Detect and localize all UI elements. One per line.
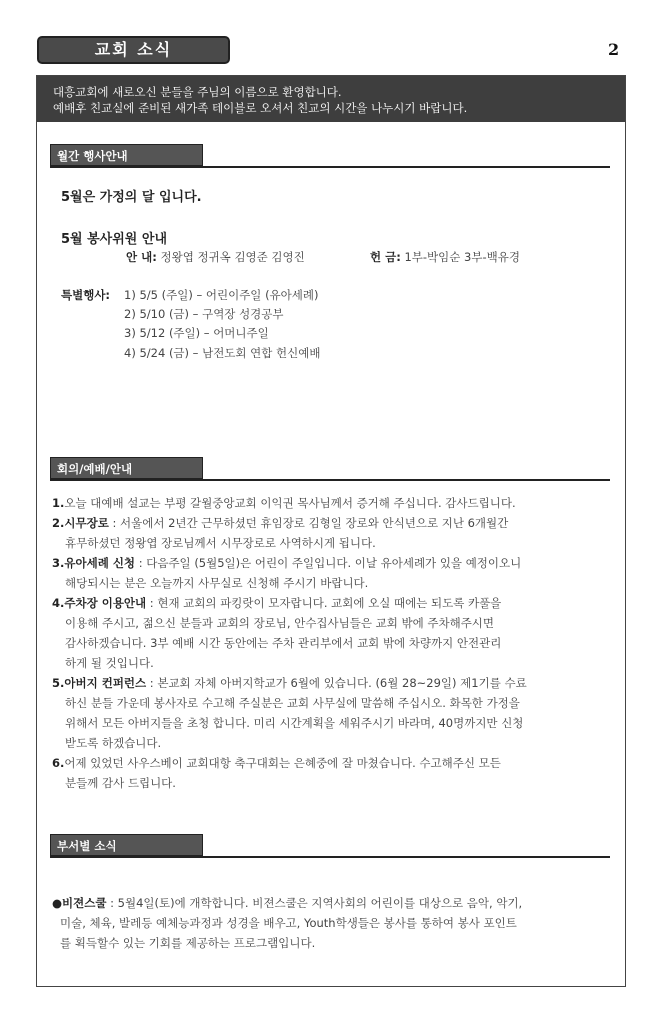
department-item xyxy=(52,895,522,911)
guide-label: 안 내: xyxy=(126,250,157,264)
bullet-icon: ● xyxy=(52,896,63,910)
notice-label: 유아세례 신청 xyxy=(64,556,136,570)
banner-line: 예배후 친교실에 준비된 새가족 테이블로 오셔서 친교의 시간을 나누시기 바랍니다. xyxy=(53,101,468,115)
department-text: : 5월4일(토)에 개학합니다. 비젼스쿨은 지역사회의 어린이를 대상으로 음악, 악기, xyxy=(106,896,523,910)
notice-text: : 본교회 자체 아버지학교가 6월에 있습니다. (6월 28~29일) 제1기를 수료 xyxy=(146,676,527,690)
page-number: 2 xyxy=(608,40,620,59)
notice-number: 3. xyxy=(52,556,65,570)
section-heading-meeting: 회의/예배/안내 xyxy=(50,457,203,479)
notice-item xyxy=(52,595,501,611)
event-item: 4) 5/24 (금) – 남전도회 연합 헌신예배 xyxy=(124,346,321,360)
notice-item xyxy=(52,755,501,771)
special-events-label: 특별행사: xyxy=(61,288,111,302)
notice-number: 4. xyxy=(52,596,65,610)
section-heading-monthly: 월간 행사안내 xyxy=(50,144,203,166)
notice-number: 6. xyxy=(52,756,65,770)
notice-text: 하신 분들 가운데 봉사자로 수고해 주실분은 교회 사무실에 말씀해 주십시오. 화목한 가정을 xyxy=(65,696,520,710)
welcome-banner xyxy=(37,76,625,122)
notice-label: 아버지 컨퍼런스 xyxy=(64,676,147,690)
notice-text: 휴무하셨던 정왕엽 장로님께서 시무장로로 사역하시게 됩니다. xyxy=(65,536,376,550)
notice-text: 하게 될 것입니다. xyxy=(65,656,154,670)
page-title: 교회 소식 xyxy=(37,36,230,64)
notice-text: 위해서 모든 아버지들을 초청 합니다. 미리 시간계획을 세워주시기 바라며, 40명까지만 신청 xyxy=(65,716,524,730)
notice-item xyxy=(52,675,527,691)
section-heading-departments: 부서별 소식 xyxy=(50,834,203,856)
notice-item xyxy=(52,555,521,571)
volunteer-offering xyxy=(370,249,520,265)
department-text: 미술, 체육, 발레등 예체능과정과 성경을 배우고, Youth학생들은 봉사를 통하여 봉사 포인트 xyxy=(60,916,517,930)
notice-item xyxy=(52,495,516,511)
notice-text: : 다음주일 (5월5일)은 어린이 주일입니다. 이날 유아세례가 있을 예정이오니 xyxy=(135,556,522,570)
monthly-theme: 5월은 가정의 달 입니다. xyxy=(61,190,202,205)
section-divider xyxy=(50,166,610,168)
notice-text: : 서울에서 2년간 근무하셨던 휴임장로 김형일 장로와 안식년으로 지난 6개월간 xyxy=(108,516,509,530)
notice-item xyxy=(52,515,508,531)
volunteer-guide xyxy=(126,249,305,265)
notice-text: 해당되시는 분은 오늘까지 사무실로 신청해 주시기 바랍니다. xyxy=(65,576,369,590)
notice-number: 2. xyxy=(52,516,65,530)
notice-number: 1. xyxy=(52,496,65,510)
offering-value: 1부-박임순 3부-백유경 xyxy=(404,250,520,264)
notice-number: 5. xyxy=(52,676,65,690)
department-label: 비젼스쿨 xyxy=(62,896,107,910)
notice-text: 분들께 감사 드립니다. xyxy=(65,776,176,790)
event-item: 2) 5/10 (금) – 구역장 성경공부 xyxy=(124,307,284,321)
offering-label: 헌 금: xyxy=(370,250,401,264)
notice-text: : 현재 교회의 파킹랏이 모자랍니다. 교회에 오실 때에는 되도록 카풀을 xyxy=(146,596,502,610)
notice-text: 받도록 하겠습니다. xyxy=(65,736,162,750)
department-text: 를 획득할수 있는 기회를 제공하는 프로그램입니다. xyxy=(60,936,316,950)
notice-text: 이용해 주시고, 젊으신 분들과 교회의 장로님, 안수집사님들은 교회 밖에 주차해주시면 xyxy=(65,616,495,630)
notice-label: 주차장 이용안내 xyxy=(64,596,147,610)
event-item: 3) 5/12 (주일) – 어머니주일 xyxy=(124,326,269,340)
event-item: 1) 5/5 (주일) – 어린이주일 (유아세례) xyxy=(124,288,319,302)
notice-label: 시무장로 xyxy=(64,516,109,530)
notice-text: 감사하겠습니다. 3부 예배 시간 동안에는 주차 관리부에서 교회 밖에 차량까지 안전관리 xyxy=(65,636,502,650)
volunteer-title: 5월 봉사위원 안내 xyxy=(61,232,168,247)
section-divider xyxy=(50,479,610,481)
guide-value: 정왕엽 정귀옥 김영준 김영진 xyxy=(160,250,305,264)
banner-line: 대흥교회에 새로오신 분들을 주님의 이름으로 환영합니다. xyxy=(53,85,342,99)
notice-text: 어제 있었던 사우스베이 교회대항 축구대회는 은혜중에 잘 마쳤습니다. 수고해주신 모든 xyxy=(64,756,501,770)
section-divider xyxy=(50,856,610,858)
notice-text: 오늘 대예배 설교는 부평 갈월중앙교회 이익권 목사님께서 증거해 주십니다. 감사드립니다. xyxy=(64,496,516,510)
